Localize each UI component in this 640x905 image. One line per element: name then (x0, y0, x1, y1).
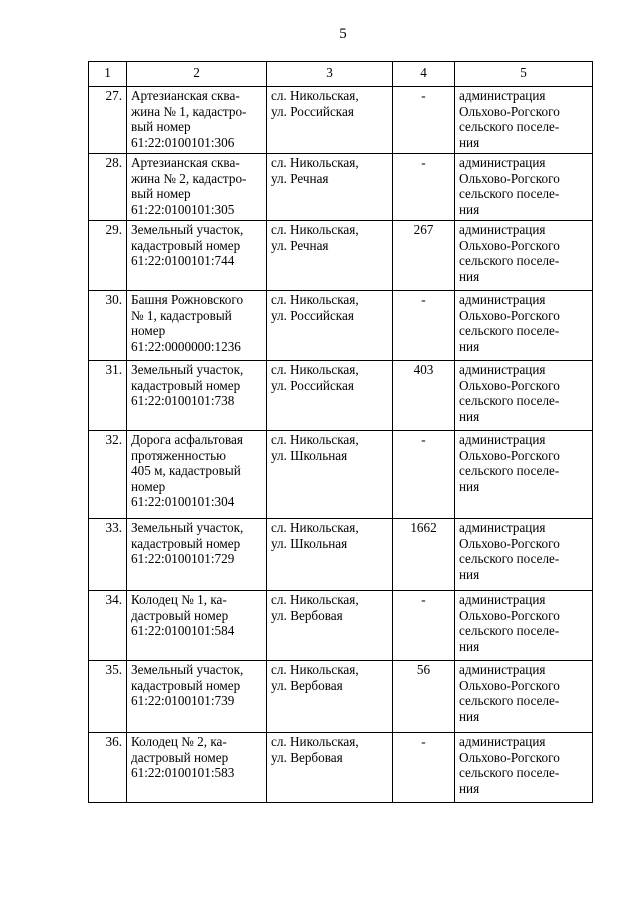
table-row (89, 291, 593, 361)
table-row (89, 661, 593, 733)
table-row (89, 361, 593, 431)
table-row (89, 431, 593, 519)
row-number: 30. (89, 291, 127, 361)
owner-cell: администрация Ольхово-Рогского сельского поселе- ния (455, 661, 593, 733)
area-cell: - (393, 291, 455, 361)
object-name-cell: Земельный участок, кадастровый номер 61:22:0100101:729 (127, 519, 267, 591)
object-name-cell: Артезианская сква- жина № 2, кадастро- вый номер 61:22:0100101:305 (127, 154, 267, 221)
address-cell: сл. Никольская, ул. Речная (267, 154, 393, 221)
owner-cell: администрация Ольхово-Рогского сельского поселе- ния (455, 154, 593, 221)
property-registry-table (88, 61, 593, 803)
row-number: 27. (89, 87, 127, 154)
table-row (89, 519, 593, 591)
address-cell: сл. Никольская, ул. Вербовая (267, 733, 393, 803)
column-number-2: 2 (127, 62, 267, 87)
owner-cell: администрация Ольхово-Рогского сельского поселе- ния (455, 221, 593, 291)
address-cell: сл. Никольская, ул. Российская (267, 87, 393, 154)
address-cell: сл. Никольская, ул. Российская (267, 361, 393, 431)
column-number-row (89, 62, 593, 87)
address-cell: сл. Никольская, ул. Вербовая (267, 661, 393, 733)
table-row (89, 154, 593, 221)
row-number: 36. (89, 733, 127, 803)
table-row (89, 733, 593, 803)
row-number: 28. (89, 154, 127, 221)
row-number: 32. (89, 431, 127, 519)
object-name-cell: Земельный участок, кадастровый номер 61:22:0100101:738 (127, 361, 267, 431)
page-number: 5 (339, 26, 347, 42)
table-row (89, 87, 593, 154)
table-row (89, 221, 593, 291)
area-cell: - (393, 431, 455, 519)
object-name-cell: Артезианская сква- жина № 1, кадастро- вый номер 61:22:0100101:306 (127, 87, 267, 154)
area-cell: - (393, 733, 455, 803)
object-name-cell: Колодец № 2, ка- дастровый номер 61:22:0100101:583 (127, 733, 267, 803)
area-cell: - (393, 591, 455, 661)
owner-cell: администрация Ольхово-Рогского сельского поселе- ния (455, 733, 593, 803)
column-number-5: 5 (455, 62, 593, 87)
owner-cell: администрация Ольхово-Рогского сельского поселе- ния (455, 519, 593, 591)
area-cell: - (393, 87, 455, 154)
column-number-3: 3 (267, 62, 393, 87)
owner-cell: администрация Ольхово-Рогского сельского поселе- ния (455, 87, 593, 154)
row-number: 31. (89, 361, 127, 431)
object-name-cell: Башня Рожновского № 1, кадастровый номер 61:22:0000000:1236 (127, 291, 267, 361)
address-cell: сл. Никольская, ул. Речная (267, 221, 393, 291)
table-row (89, 591, 593, 661)
address-cell: сл. Никольская, ул. Школьная (267, 431, 393, 519)
object-name-cell: Земельный участок, кадастровый номер 61:22:0100101:744 (127, 221, 267, 291)
address-cell: сл. Никольская, ул. Российская (267, 291, 393, 361)
row-number: 33. (89, 519, 127, 591)
owner-cell: администрация Ольхово-Рогского сельского поселе- ния (455, 431, 593, 519)
area-cell: 267 (393, 221, 455, 291)
area-cell: 1662 (393, 519, 455, 591)
area-cell: 403 (393, 361, 455, 431)
column-number-4: 4 (393, 62, 455, 87)
row-number: 35. (89, 661, 127, 733)
object-name-cell: Колодец № 1, ка- дастровый номер 61:22:0100101:584 (127, 591, 267, 661)
address-cell: сл. Никольская, ул. Вербовая (267, 591, 393, 661)
row-number: 34. (89, 591, 127, 661)
owner-cell: администрация Ольхово-Рогского сельского поселе- ния (455, 591, 593, 661)
column-number-1: 1 (89, 62, 127, 87)
area-cell: 56 (393, 661, 455, 733)
object-name-cell: Земельный участок, кадастровый номер 61:22:0100101:739 (127, 661, 267, 733)
address-cell: сл. Никольская, ул. Школьная (267, 519, 393, 591)
row-number: 29. (89, 221, 127, 291)
area-cell: - (393, 154, 455, 221)
owner-cell: администрация Ольхово-Рогского сельского поселе- ния (455, 361, 593, 431)
object-name-cell: Дорога асфальтовая протяженностью 405 м, кадастровый номер 61:22:0100101:304 (127, 431, 267, 519)
owner-cell: администрация Ольхово-Рогского сельского поселе- ния (455, 291, 593, 361)
